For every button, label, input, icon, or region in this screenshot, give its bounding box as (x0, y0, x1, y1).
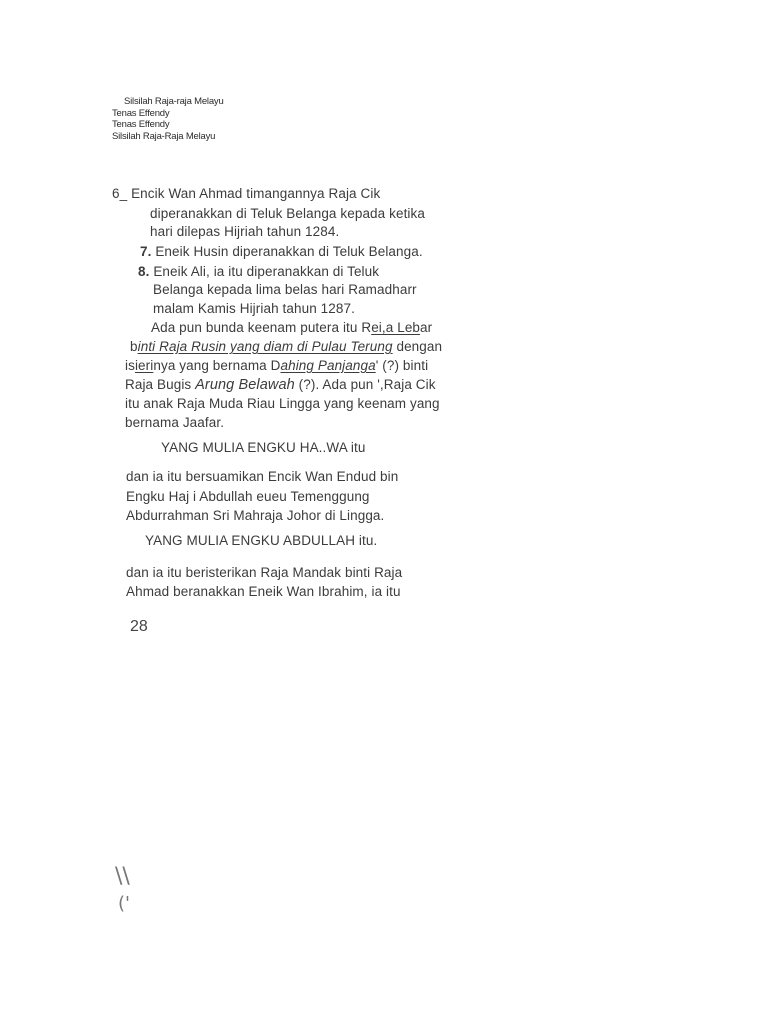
text-span: is (125, 358, 135, 373)
block-line-2: Engku Haj i Abdullah eueu Temenggung (126, 489, 370, 504)
paragraph-line-4 (125, 377, 436, 393)
underlined-text: ieri (134, 358, 154, 373)
entry-7-text: Eneik Husin diperanakkan di Teluk Belanga. (155, 244, 423, 259)
underlined-text: ahing Panjanga (280, 358, 376, 373)
text-span: nya yang bernama D (153, 358, 281, 373)
italic-text: Arung Belawah (195, 377, 295, 393)
header-title: Silsilah Raja-raja Melayu (124, 96, 224, 107)
paragraph-line-5: itu anak Raja Muda Riau Lingga yang keenam yang (125, 396, 440, 411)
text-span: b (130, 339, 138, 354)
paragraph-line-1 (151, 320, 432, 335)
header-title-repeat: Silsilah Raja-Raja Melayu (112, 131, 216, 142)
block-line-1: dan ia itu bersuamikan Encik Wan Endud bin (126, 469, 399, 484)
text-span: (?). Ada pun ',Raja Cik (294, 377, 436, 392)
entry-8-cont-1: Belanga kepada lima belas hari Ramadharr (153, 282, 417, 297)
paragraph-line-2 (130, 339, 442, 354)
entry-6-cont-1: diperanakkan di Teluk Belanga kepada ketika (150, 206, 425, 221)
entry-8-number: 8. (138, 264, 150, 279)
entry-6 (112, 186, 380, 201)
block-line-5: Ahmad beranakkan Eneik Wan Ibrahim, ia itu (126, 584, 401, 599)
stray-mark-2: (' (118, 893, 130, 914)
stray-mark: \\ (115, 864, 130, 889)
page-number: 28 (130, 618, 148, 635)
entry-6-cont-2: hari dilepas Hijriah tahun 1284. (150, 224, 340, 239)
paragraph-line-6: bernama Jaafar. (125, 415, 225, 430)
entry-8-cont-2: malam Kamis Hijriah tahun 1287. (153, 301, 355, 316)
text-span: dengan (392, 339, 443, 354)
entry-8 (138, 264, 379, 279)
text-span: Ada pun bunda keenam putera itu R (151, 320, 372, 335)
paragraph-line-3 (125, 358, 428, 373)
text-span: ar (420, 320, 433, 335)
header-author: Tenas Effendy (112, 108, 170, 119)
entry-6-text: Encik Wan Ahmad timangannya Raja Cik (131, 186, 381, 201)
entry-8-text: Eneik Ali, ia itu diperanakkan di Teluk (153, 264, 380, 279)
entry-6-number: 6_ (112, 186, 128, 201)
text-span: Raja Bugis (125, 377, 196, 392)
underlined-text: ei,a Leb (371, 320, 421, 335)
header-author-repeat: Tenas Effendy (112, 119, 170, 130)
entry-7 (140, 244, 423, 259)
text-span: ' (?) binti (375, 358, 429, 373)
underlined-text: inti Raja Rusin yang diam di Pulau Terung (137, 339, 393, 354)
block-line-4: dan ia itu beristerikan Raja Mandak binti Raja (126, 565, 403, 580)
entry-7-number: 7. (140, 244, 152, 259)
block-line-3: Abdurrahman Sri Mahraja Johor di Lingga. (126, 508, 385, 523)
heading-engku-abdullah: YANG MULIA ENGKU ABDULLAH itu. (145, 533, 378, 548)
heading-engku-hawa: YANG MULIA ENGKU HA..WA itu (161, 440, 366, 455)
